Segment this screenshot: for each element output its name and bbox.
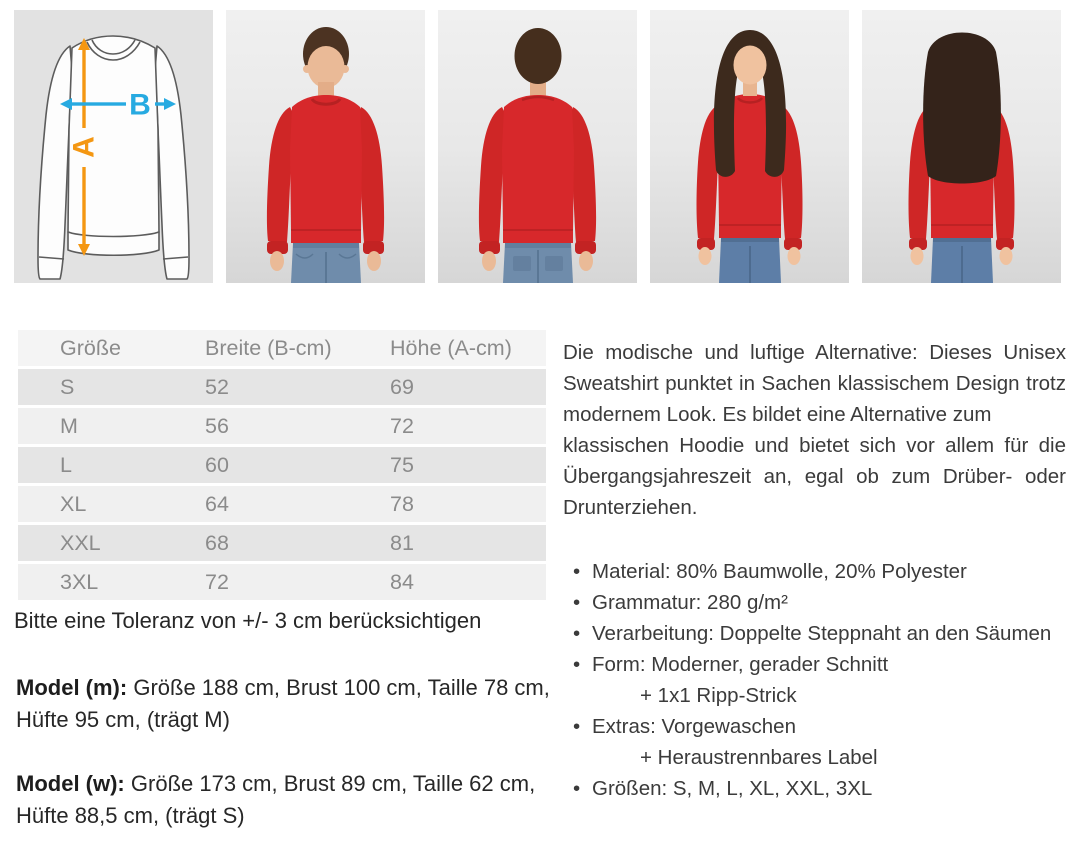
model-m-measurements: Größe 188 cm, Brust 100 cm, Taille 78 cm, Hüfte 95 cm, (trägt M) [16,675,550,732]
column-header-size: Größe [60,335,121,360]
cell-size: 3XL [60,569,99,594]
man-front-photo-icon [226,10,425,283]
product-gallery [14,10,1061,283]
feature-text: Extras: Vorgewaschen [592,715,796,738]
feature-verarbeitung [563,618,1073,649]
woman-front-photo-icon [650,10,849,283]
column-header-width: Breite (B-cm) [205,335,332,360]
cell-width: 60 [205,452,229,477]
feature-text: Material: 80% Baumwolle, 20% Polyester [592,560,967,583]
cell-size: S [60,374,75,399]
cell-height: 72 [390,413,414,438]
feature-groessen [563,773,1073,804]
feature-form [563,649,1073,711]
feature-list [563,556,1073,804]
table-row-xxl [18,524,546,563]
table-row-3xl [18,563,546,602]
cell-width: 72 [205,569,229,594]
description-paragraph-2: klassischen Hoodie und bietet sich vor allem für die Übergangsjahreszeit an, egal ob zum Drüber- oder Drunterziehen. [563,434,1066,519]
model-w-measurements: Größe 173 cm, Brust 89 cm, Taille 62 cm, Hüfte 88,5 cm, (trägt S) [16,771,536,828]
gallery-image-size-diagram[interactable] [14,10,213,283]
product-description [563,337,1066,523]
table-row-xl [18,485,546,524]
feature-text: Grammatur: 280 g/m² [592,591,788,614]
gallery-image-man-front[interactable] [226,10,425,283]
cell-size: L [60,452,72,477]
cell-height: 81 [390,530,414,555]
gallery-image-woman-front[interactable] [650,10,849,283]
table-row-s [18,368,546,407]
tolerance-note: Bitte eine Toleranz von +/- 3 cm berücksichtigen [14,608,482,633]
cell-size: M [60,413,78,438]
cell-size: XL [60,491,87,516]
cell-height: 69 [390,374,414,399]
sweatshirt-outline-icon [38,36,189,279]
cell-height: 84 [390,569,414,594]
size-table-header-row [18,330,546,368]
gallery-image-woman-back[interactable] [862,10,1061,283]
feature-text: Größen: S, M, L, XL, XXL, 3XL [592,777,873,800]
model-m-label: Model (m): [16,675,128,700]
feature-extra: + 1x1 Ripp-Strick [640,684,797,707]
gallery-image-man-back[interactable] [438,10,637,283]
table-row-m [18,407,546,446]
cell-height: 75 [390,452,414,477]
size-table [18,330,546,603]
cell-width: 52 [205,374,229,399]
feature-extras [563,711,1073,773]
height-label: A [67,136,101,158]
cell-width: 56 [205,413,229,438]
cell-width: 64 [205,491,229,516]
model-m-info [16,672,556,736]
feature-grammatur [563,587,1073,618]
cell-height: 78 [390,491,414,516]
feature-material [563,556,1073,587]
table-row-l [18,446,546,485]
feature-extra: + Heraustrennbares Label [640,746,878,769]
cell-size: XXL [60,530,101,555]
width-label: B [129,88,151,122]
description-paragraph-1: Die modische und luftige Alternative: Dieses Unisex Sweatshirt punktet in Sachen klassischem Design trotz modernem Look. Es bildet eine Alternative zum [563,341,1066,426]
column-header-height: Höhe (A-cm) [390,335,512,360]
sweatshirt-measure-diagram [14,10,213,283]
feature-text: Form: Moderner, gerader Schnitt [592,653,889,676]
model-w-label: Model (w): [16,771,125,796]
feature-text: Verarbeitung: Doppelte Steppnaht an den Säumen [592,622,1052,645]
man-back-photo-icon [438,10,637,283]
cell-width: 68 [205,530,229,555]
model-w-info [16,768,556,832]
woman-back-photo-icon [862,10,1061,283]
